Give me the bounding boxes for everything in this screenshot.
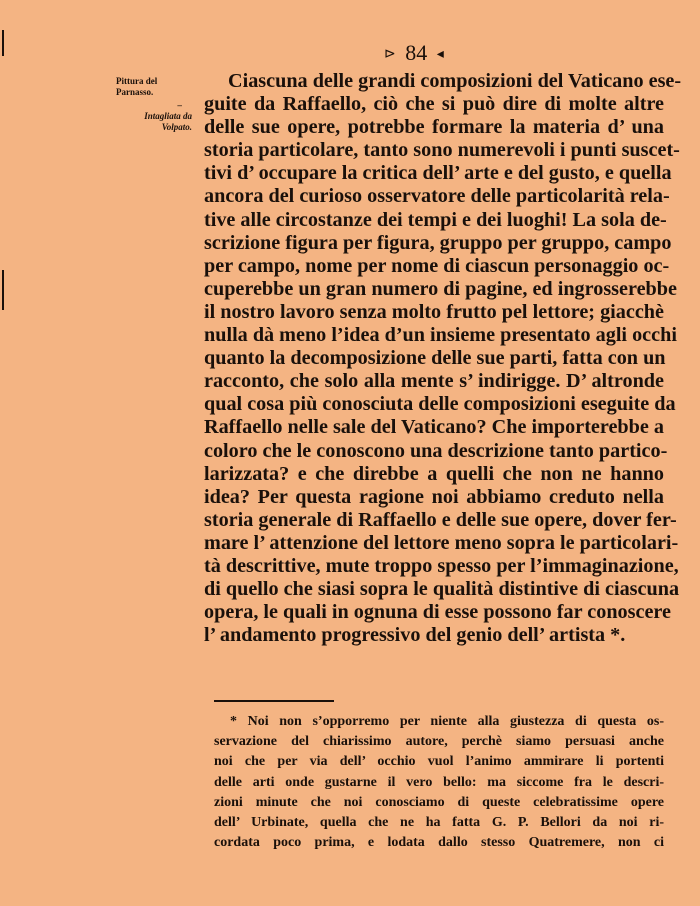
body-line: Raffaello nelle sale del Vaticano? Che importerebbe a (204, 416, 664, 439)
body-line: tà descrittive, mute troppo spesso per l’immaginazione, (204, 554, 679, 577)
body-line: larizzata? e che direbbe a quelli che non ne hanno (204, 462, 664, 485)
body-line: di quello che siasi sopra le qualità distintive di ciascuna (204, 578, 680, 601)
body-line: tive alle circostanze dei tempi e dei luoghi! La sola de- (204, 208, 667, 231)
page-number (380, 40, 500, 68)
body-line: il nostro lavoro senza molto frutto pel lettore; giacchè (204, 300, 664, 323)
body-line: racconto, che solo alla mente s’ indirigge. D’ altronde (204, 370, 664, 393)
margin-note-subject-text: Pittura del Parnasso. (116, 76, 158, 97)
footnote-line: dell’ Urbinate, quella che ne ha fatta G. P. Bellori da noi ri- (214, 815, 664, 831)
body-line: storia particolare, tanto sono numerevoli i punti suscet- (204, 139, 680, 162)
body-line: l’ andamento progressivo del genio dell’ artista *. (204, 624, 626, 647)
left-edge-mark-middle (2, 270, 4, 310)
body-paragraph (204, 70, 682, 647)
body-line: per campo, nome per nome di ciascun personaggio oc- (204, 254, 670, 277)
footnote (214, 712, 664, 853)
footnote-line: cordata poco prima, e lodata dallo stesso Quatremere, non ci (214, 835, 664, 851)
margin-note-dash: – (177, 100, 182, 110)
footnote-line: noi che per via dell’ occhio vuol l’animo ammirare li portenti (214, 754, 664, 770)
left-edge-mark-top (2, 30, 4, 56)
body-line: nulla dà meno l’idea d’un insieme presentato agli occhi (204, 324, 677, 347)
body-line: opera, le quali in ognuna di esse possono far conoscere (204, 601, 671, 624)
body-line: cuperebbe un gran numero di pagine, ed ingrosserebbe (204, 277, 677, 300)
page-number-value: 84 (405, 40, 428, 65)
footnote-line: servazione del chiarissimo autore, perchè siamo persuasi anche (214, 734, 664, 750)
margin-note-engraver-text: Intagliata da Volpato. (144, 111, 192, 132)
body-line: guite da Raffaello, ciò che si può dire di molte altre (204, 93, 664, 116)
body-line: coloro che le conoscono una descrizione tanto partico- (204, 439, 668, 462)
footnote-line: * Noi non s’opporremo per niente alla giustezza di questa os- (230, 714, 664, 729)
body-line: delle sue opere, potrebbe formare la materia d’ una (204, 116, 664, 139)
body-line: scrizione figura per figura, gruppo per gruppo, campo (204, 231, 672, 254)
body-line: storia generale di Raffaello e delle sue opere, dover fer- (204, 508, 677, 531)
footnote-line: delle arti onde gustarne il vero bello: ma siccome fra le descri- (214, 774, 664, 790)
body-line: tivi d’ occupare la critica dell’ arte e del gusto, e quella (204, 162, 672, 185)
margin-note-subject (116, 76, 192, 98)
body-line: mare l’ attenzione del lettore meno sopra le particolari- (204, 531, 679, 554)
body-line: qual cosa più conosciuta delle composizioni eseguite da (204, 393, 676, 416)
page-ornament-left: ⊳ (384, 46, 396, 62)
margin-note-engraver (116, 100, 192, 133)
body-line: quanto la decomposizione delle sue parti, fatta con un (204, 347, 666, 370)
body-line: Ciascuna delle grandi composizioni del Vaticano ese- (228, 70, 682, 92)
body-line: ancora del curioso osservatore delle particolarità rela- (204, 185, 670, 208)
footnote-line: zioni minute che noi conosciamo di queste celebratissime opere (214, 794, 664, 810)
footnote-divider (214, 700, 334, 702)
page-ornament-right: ◂ (436, 46, 444, 62)
body-line: idea? Per questa ragione noi abbiamo creduto nella (204, 485, 664, 508)
